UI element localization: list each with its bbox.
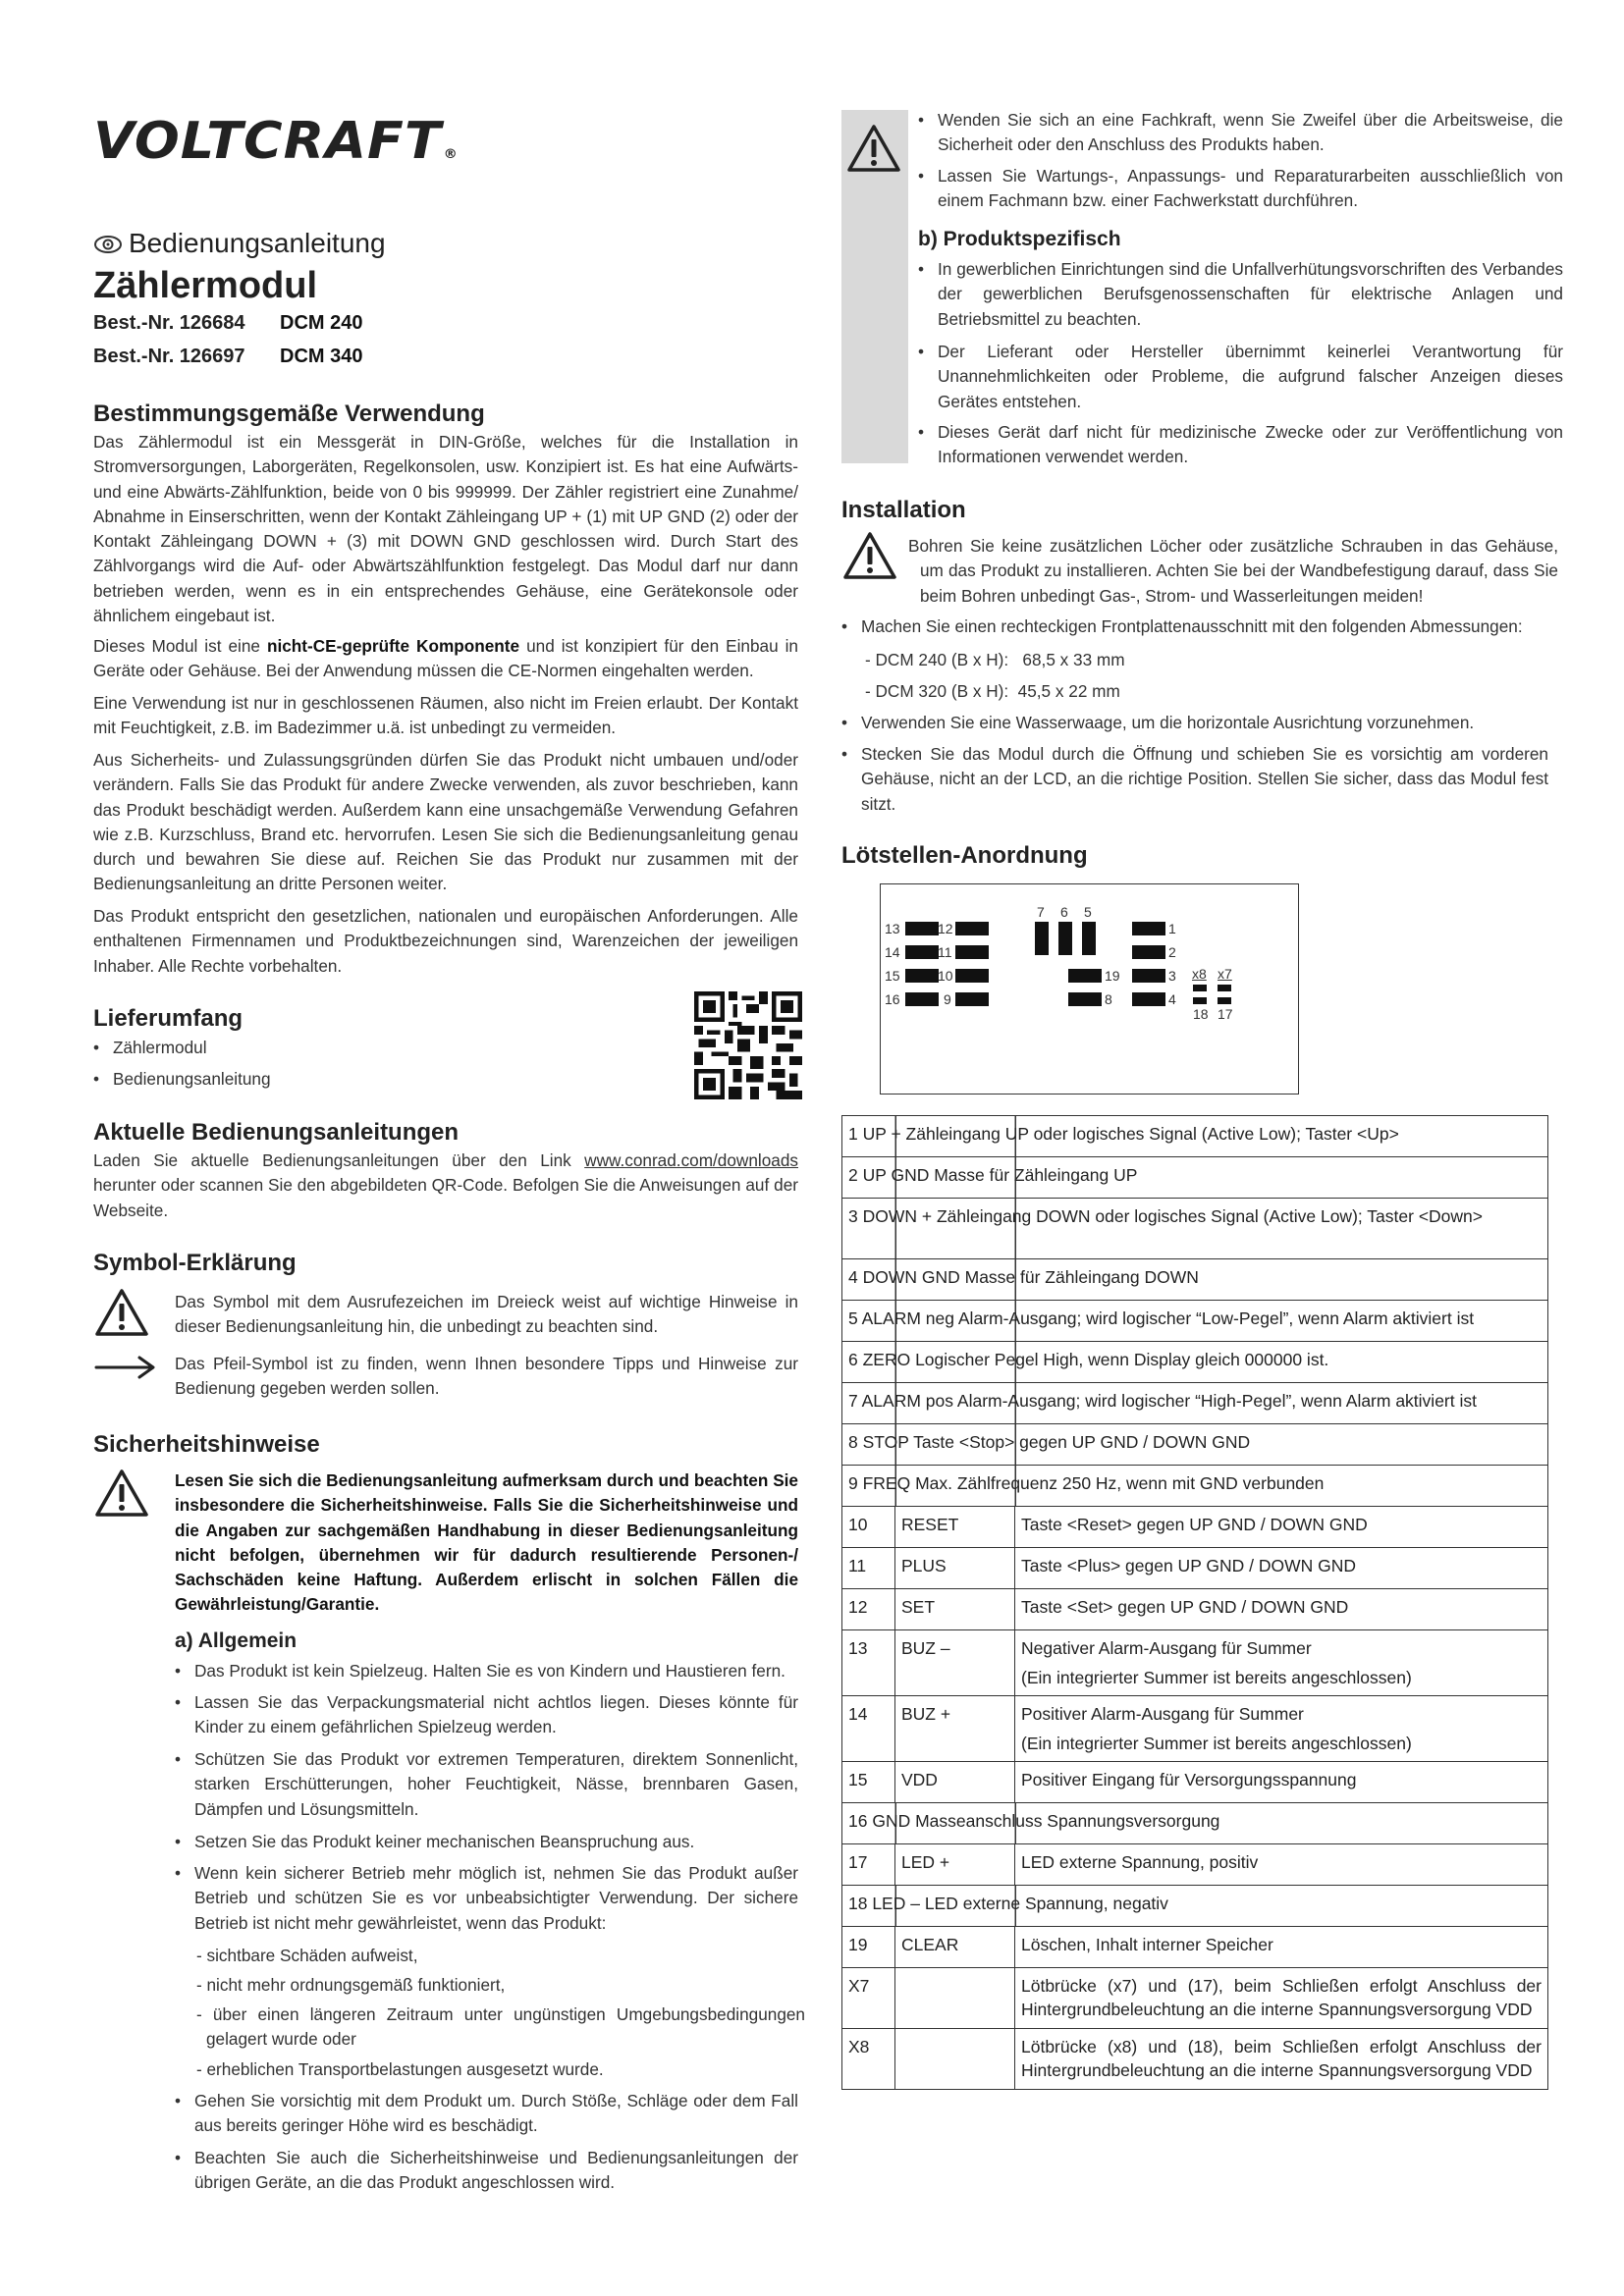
installation-step-3: • Stecken Sie das Modul durch die Öffnung und schieben Sie es vorsichtig am vorderen Gehäuse, nicht an der LCD, an die richtige Position. Stellen Sie sicher, dass das Modul fest sitzt. [841, 742, 1548, 817]
safety-general-1: • Das Produkt ist kein Spielzeug. Halten Sie es von Kindern und Haustieren fern. [175, 1659, 798, 1683]
safety-intro: Lesen Sie sich die Bedienungsanleitung aufmerksam durch und beachten Sie insbesondere die Sicherheitshinweise. Falls Sie die Sicherheitshinweise und die Angaben zur sachgemäßen Handhabung in dieser Bedienungsanleitung nicht befolgen, übernehmen wir für dadurch resultierende Personen-/ Sachschäden keine Haftung. Außerdem erlischt in solchen Fällen die Gewährleistung/Garantie. [175, 1470, 798, 1615]
table-cell: Lötbrücke (x8) und (18), beim Schließen erfolgt Anschluss der Hintergrundbeleuchtung an die interne Spannungsversorgung VDD [1015, 2029, 1548, 2090]
section-title-manuals: Aktuelle Bedienungsanleitungen [93, 1119, 460, 1146]
table-cell [895, 1968, 1015, 2029]
solder-pad [1132, 945, 1165, 959]
table-cell: 4 DOWN GND Masse für Zähleingang DOWN [842, 1259, 1548, 1301]
pad-label: 6 [1060, 904, 1068, 920]
table-row [842, 1696, 1548, 1762]
table-row [842, 1548, 1548, 1589]
table-row [842, 1762, 1548, 1803]
warning-triangle-icon [94, 1288, 149, 1337]
table-cell: LED externe Spannung, positiv [1015, 1844, 1548, 1886]
solder-pad-diagram [880, 883, 1299, 1095]
safety-general-2: • Lassen Sie das Verpackungsmaterial nicht achtlos liegen. Dieses könnte für Kinder zu einem gefährlichen Spielzeug werden. [175, 1690, 798, 1740]
installation-warning: Bohren Sie keine zusätzlichen Löcher oder zusätzliche Schrauben in das Gehäuse, um das Produkt zu installieren. Achten Sie bei der Wandbefestigung darauf, dass Sie beim Bohren unbedingt Gas-, Strom- und Wasserleitungen meiden! [908, 536, 1558, 606]
safety-right-2: • Lassen Sie Wartungs-, Anpassungs- und Reparaturarbeiten ausschließlich von einem Fachmann bzw. einer Fachwerkstatt durchführen. [918, 164, 1563, 214]
table-cell: 8 STOP Taste <Stop> gegen UP GND / DOWN GND [842, 1424, 1548, 1466]
table-row [842, 1927, 1548, 1968]
solder-pad [955, 922, 989, 935]
safety-general-3: • Schützen Sie das Produkt vor extremen Temperaturen, direktem Sonnenlicht, starken Erschütterungen, hoher Feuchtigkeit, Nässe, brennbaren Gasen, Dämpfen und Lösungsmitteln. [175, 1747, 798, 1822]
safety-sub-4: - erheblichen Transportbelastungen ausgesetzt wurde. [196, 2059, 604, 2079]
doc-type: Bedienungsanleitung [93, 228, 386, 259]
symbol-arrow-text: Das Pfeil-Symbol ist zu finden, wenn Ihnen besondere Tipps und Hinweise zur Bedienung gegeben werden sollen. [175, 1354, 798, 1399]
table-cell: Taste <Reset> gegen UP GND / DOWN GND [1015, 1507, 1548, 1548]
table-cell: Lötbrücke (x7) und (17), beim Schließen erfolgt Anschluss der Hintergrundbeleuchtung an die interne Spannungsversorgung VDD [1015, 1968, 1548, 2029]
table-row [842, 1116, 1548, 1157]
table-row [842, 1259, 1548, 1301]
doc-title: Zählermodul [93, 265, 318, 306]
table-cell: 15 [842, 1762, 895, 1803]
table-row [842, 1466, 1548, 1507]
solder-bridge-pad [1218, 997, 1231, 1004]
solder-pad [905, 969, 939, 983]
safety-sub-3: - über einen längeren Zeitraum unter ungünstigen Umgebungsbedingungen gelagert wurde oder [196, 2004, 805, 2050]
safety-specific-3: • Dieses Gerät darf nicht für medizinische Zwecke oder zur Veröffentlichung von Informationen verwendet werden. [918, 420, 1563, 470]
table-cell: 12 [842, 1589, 895, 1630]
safety-general-5: • Wenn kein sicherer Betrieb mehr möglich ist, nehmen Sie das Produkt außer Betrieb und schützen Sie es vor unbeabsichtigter Verwendung. Der sichere Betrieb ist nicht mehr gewährleistet, wenn das Produkt: [175, 1861, 798, 1936]
use-paragraph-5: Das Produkt entspricht den gesetzlichen, nationalen und europäischen Anforderungen. Alle enthaltenen Firmennamen und Produktbezeichnungen sind, Warenzeichen der jeweiligen Inhaber. Alle Rechte vorbehalten. [93, 906, 798, 976]
table-cell: 17 [842, 1844, 895, 1886]
safety-sub-2: - nicht mehr ordnungsgemäß funktioniert, [196, 1975, 506, 1995]
installation-step-2: • Verwenden Sie eine Wasserwaage, um die horizontale Ausrichtung vorzunehmen. [841, 711, 1548, 735]
table-cell: 13 [842, 1630, 895, 1696]
download-link[interactable]: www.conrad.com/downloads [584, 1150, 798, 1170]
table-cell: 1 UP + Zähleingang UP oder logisches Signal (Active Low); Taster <Up> [842, 1116, 1548, 1157]
manuals-paragraph: Laden Sie aktuelle Bedienungsanleitungen über den Link www.conrad.com/downloads herunter oder scannen Sie den abgebildeten QR-Code. Befolgen Sie die Anweisungen auf der Webseite. [93, 1150, 798, 1220]
solder-pad [905, 992, 939, 1006]
solder-pad [955, 945, 989, 959]
use-paragraph-1: Das Zählermodul ist ein Messgerät in DIN-Größe, welches für die Installation in Stromversorgungen, Laborgeräten, Regelkonsolen, usw. Konzipiert ist. Es hat eine Aufwärts- und eine Abwärts-Zählfunktion, beide von 0 bis 999999. Der Zähler registriert eine Zunahme/ Abnahme in Einserschritten, wenn der Kontakt Zähleingang UP + (1) mit UP GND (2) oder der Kontakt Zähleingang DOWN + (3) mit DOWN GND geschlossen wird. Durch Start des Zählvorgangs wird die Auf- oder Abwärtszählfunktion festgelegt. Das Modul darf nur dann betrieben werden, wenn es in ein entsprechendes Gehäuse, eine Gerätekonsole oder ähnlichem eingebaut ist. [93, 432, 798, 626]
solder-pad [955, 992, 989, 1006]
warning-triangle-icon [94, 1468, 149, 1518]
section-title-installation: Installation [841, 497, 966, 523]
table-cell: Taste <Set> gegen UP GND / DOWN GND [1015, 1589, 1548, 1630]
table-cell: CLEAR [895, 1927, 1015, 1968]
installation-step-1: • Machen Sie einen rechteckigen Frontplattenausschnitt mit den folgenden Abmessungen: [841, 614, 1548, 639]
installation-dim-2: - DCM 320 (B x H): 45,5 x 22 mm [865, 681, 1120, 701]
use-paragraph-3: Eine Verwendung ist nur in geschlossenen Räumen, also nicht im Freien erlaubt. Der Kontakt mit Feuchtigkeit, z.B. im Badezimmer u.ä. ist unbedingt zu vermeiden. [93, 693, 798, 738]
safety-sub-1: - sichtbare Schäden aufweist, [196, 1946, 418, 1965]
solder-pad [1068, 992, 1102, 1006]
pad-label: 7 [1037, 904, 1045, 920]
table-cell: 3 DOWN + Zähleingang DOWN oder logisches Signal (Active Low); Taster <Down> [842, 1199, 1548, 1259]
table-row [842, 1342, 1548, 1383]
section-title-safety: Sicherheitshinweise [93, 1431, 320, 1458]
table-cell: 19 [842, 1927, 895, 1968]
pad-label: 15 [885, 968, 900, 984]
table-row [842, 1803, 1548, 1844]
safety-right-1: • Wenden Sie sich an eine Fachkraft, wenn Sie Zweifel über die Arbeitsweise, die Sicherheit oder den Anschluss des Produkts haben. [918, 108, 1563, 158]
safety-specific-2: • Der Lieferant oder Hersteller übernimmt keinerlei Verantwortung für Unannehmlichkeiten oder Probleme, die aufgrund falscher Anzeigen dieses Gerätes entstehen. [918, 340, 1563, 414]
solder-pad [1082, 922, 1096, 955]
table-cell: VDD [895, 1762, 1015, 1803]
scope-item-2: • Bedienungsanleitung [93, 1067, 506, 1092]
table-cell: 9 FREQ Max. Zählfrequenz 250 Hz, wenn mit GND verbunden [842, 1466, 1548, 1507]
table-row [842, 2029, 1548, 2090]
pad-label: x7 [1218, 966, 1232, 982]
table-cell: 14 [842, 1696, 895, 1762]
table-cell: 5 ALARM neg Alarm-Ausgang; wird logischer “Low-Pegel”, wenn Alarm aktiviert ist [842, 1301, 1548, 1342]
table-cell: SET [895, 1589, 1015, 1630]
qr-code-icon[interactable] [694, 991, 802, 1099]
pad-label: 10 [938, 968, 953, 984]
table-cell: LED + [895, 1844, 1015, 1886]
order-number-1: Best.-Nr. 126684 DCM 240 [93, 312, 363, 334]
solder-bridge-pad [1193, 997, 1207, 1004]
table-cell: Taste <Plus> gegen UP GND / DOWN GND [1015, 1548, 1548, 1589]
table-cell: X8 [842, 2029, 895, 2090]
solder-pad [905, 922, 939, 935]
use-paragraph-4: Aus Sicherheits- und Zulassungsgründen dürfen Sie das Produkt nicht umbauen und/oder verändern. Falls Sie das Produkt für andere Zwecke verwenden, als zuvor beschrieben, kann das Produkt beschädigt werden. Außerdem kann eine unsachgemäße Verwendung Gefahren wie z.B. Kurzschluss, Brand etc. hervorrufen. Lesen Sie sich die Bedienungsanleitung genau durch und bewahren Sie diese auf. Reichen Sie das Produkt nur zusammen mit der Bedienungsanleitung an dritte Personen weiter. [93, 750, 798, 894]
pad-label: 16 [885, 991, 900, 1007]
table-cell: 11 [842, 1548, 895, 1589]
table-row [842, 1886, 1548, 1927]
safety-general-4: • Setzen Sie das Produkt keiner mechanischen Beanspruchung aus. [175, 1830, 798, 1854]
table-cell: 16 GND Masseanschluss Spannungsversorgung [842, 1803, 1548, 1844]
table-row [842, 1968, 1548, 2029]
table-cell: PLUS [895, 1548, 1015, 1589]
table-row [842, 1507, 1548, 1548]
table-row [842, 1630, 1548, 1696]
section-title-symbols: Symbol-Erklärung [93, 1250, 297, 1276]
solder-pad [1058, 922, 1072, 955]
table-row [842, 1199, 1548, 1259]
subsection-general: a) Allgemein [175, 1629, 298, 1652]
pad-label: 17 [1218, 1006, 1233, 1022]
use-paragraph-2: Dieses Modul ist eine nicht-CE-geprüfte Komponente und ist konzipiert für den Einbau in Geräte oder Gehäuse. Bei der Anwendung müssen die CE-Normen eingehalten werden. [93, 636, 798, 681]
pad-label: 19 [1105, 968, 1120, 984]
table-cell: 7 ALARM pos Alarm-Ausgang; wird logischer “High-Pegel”, wenn Alarm aktiviert ist [842, 1383, 1548, 1424]
pad-label: 3 [1168, 968, 1176, 984]
table-cell: 2 UP GND Masse für Zähleingang UP [842, 1157, 1548, 1199]
pad-label: 11 [938, 944, 952, 960]
section-title-solder-layout: Lötstellen-Anordnung [841, 842, 1088, 869]
solder-pad [1132, 922, 1165, 935]
table-cell: Positiver Eingang für Versorgungsspannung [1015, 1762, 1548, 1803]
table-cell: RESET [895, 1507, 1015, 1548]
solder-pad [1035, 922, 1049, 955]
table-cell: BUZ – [895, 1630, 1015, 1696]
table-cell: Löschen, Inhalt interner Speicher [1015, 1927, 1548, 1968]
table-cell: 18 LED – LED externe Spannung, negativ [842, 1886, 1548, 1927]
pin-assignment-table [841, 1115, 1548, 2090]
pad-label: 12 [938, 921, 953, 936]
section-title-use: Bestimmungsgemäße Verwendung [93, 400, 485, 427]
eye-icon [93, 235, 123, 254]
safety-specific-1: • In gewerblichen Einrichtungen sind die Unfallverhütungsvorschriften des Verbandes der gewerblichen Berufsgenossenschaften für elektrische Anlagen und Betriebsmittel zu beachten. [918, 257, 1563, 332]
table-row [842, 1383, 1548, 1424]
solder-bridge-pad [1193, 985, 1207, 991]
solder-pad [1132, 992, 1165, 1006]
table-row [842, 1424, 1548, 1466]
pad-label: 1 [1168, 921, 1176, 936]
installation-dim-1: - DCM 240 (B x H): 68,5 x 33 mm [865, 650, 1125, 669]
subsection-product-specific: b) Produktspezifisch [918, 228, 1121, 250]
warning-triangle-icon [842, 531, 897, 580]
solder-pad [905, 945, 939, 959]
table-cell: X7 [842, 1968, 895, 2029]
pad-label: 13 [885, 921, 900, 936]
solder-pad [1132, 969, 1165, 983]
table-cell [895, 2029, 1015, 2090]
solder-pad [1068, 969, 1102, 983]
order-number-2: Best.-Nr. 126697 DCM 340 [93, 346, 363, 367]
table-cell: 10 [842, 1507, 895, 1548]
pad-label: 2 [1168, 944, 1176, 960]
arrow-right-icon [94, 1356, 157, 1379]
safety-general-7: • Beachten Sie auch die Sicherheitshinweise und Bedienungsanleitungen der übrigen Geräte, an die das Produkt angeschlossen wird. [175, 2146, 798, 2196]
pad-label: 18 [1193, 1006, 1209, 1022]
table-cell: Positiver Alarm-Ausgang für Summer (Ein integrierter Summer ist bereits angeschlossen) [1015, 1696, 1548, 1762]
pad-label: 9 [944, 991, 951, 1007]
brand-logo: VOLTCRAFT ® [93, 111, 459, 171]
table-row [842, 1157, 1548, 1199]
table-row [842, 1301, 1548, 1342]
solder-pad [955, 969, 989, 983]
table-cell: 6 ZERO Logischer Pegel High, wenn Display gleich 000000 ist. [842, 1342, 1548, 1383]
table-row [842, 1844, 1548, 1886]
warning-triangle-icon [846, 124, 901, 173]
pad-label: 4 [1168, 991, 1176, 1007]
table-cell: Negativer Alarm-Ausgang für Summer (Ein integrierter Summer ist bereits angeschlossen) [1015, 1630, 1548, 1696]
pad-label: 14 [885, 944, 900, 960]
symbol-warning-text: Das Symbol mit dem Ausrufezeichen im Dreieck weist auf wichtige Hinweise in dieser Bedienungsanleitung hin, die unbedingt zu beachten sind. [175, 1292, 798, 1337]
pad-label: 5 [1084, 904, 1092, 920]
scope-item-1: • Zählermodul [93, 1036, 506, 1060]
section-title-scope: Lieferumfang [93, 1005, 244, 1032]
safety-general-6: • Gehen Sie vorsichtig mit dem Produkt um. Durch Stöße, Schläge oder dem Fall aus bereits geringer Höhe wird es beschädigt. [175, 2089, 798, 2139]
solder-bridge-pad [1218, 985, 1231, 991]
pad-label: x8 [1192, 966, 1207, 982]
table-row [842, 1589, 1548, 1630]
pad-label: 8 [1105, 991, 1112, 1007]
table-cell: BUZ + [895, 1696, 1015, 1762]
